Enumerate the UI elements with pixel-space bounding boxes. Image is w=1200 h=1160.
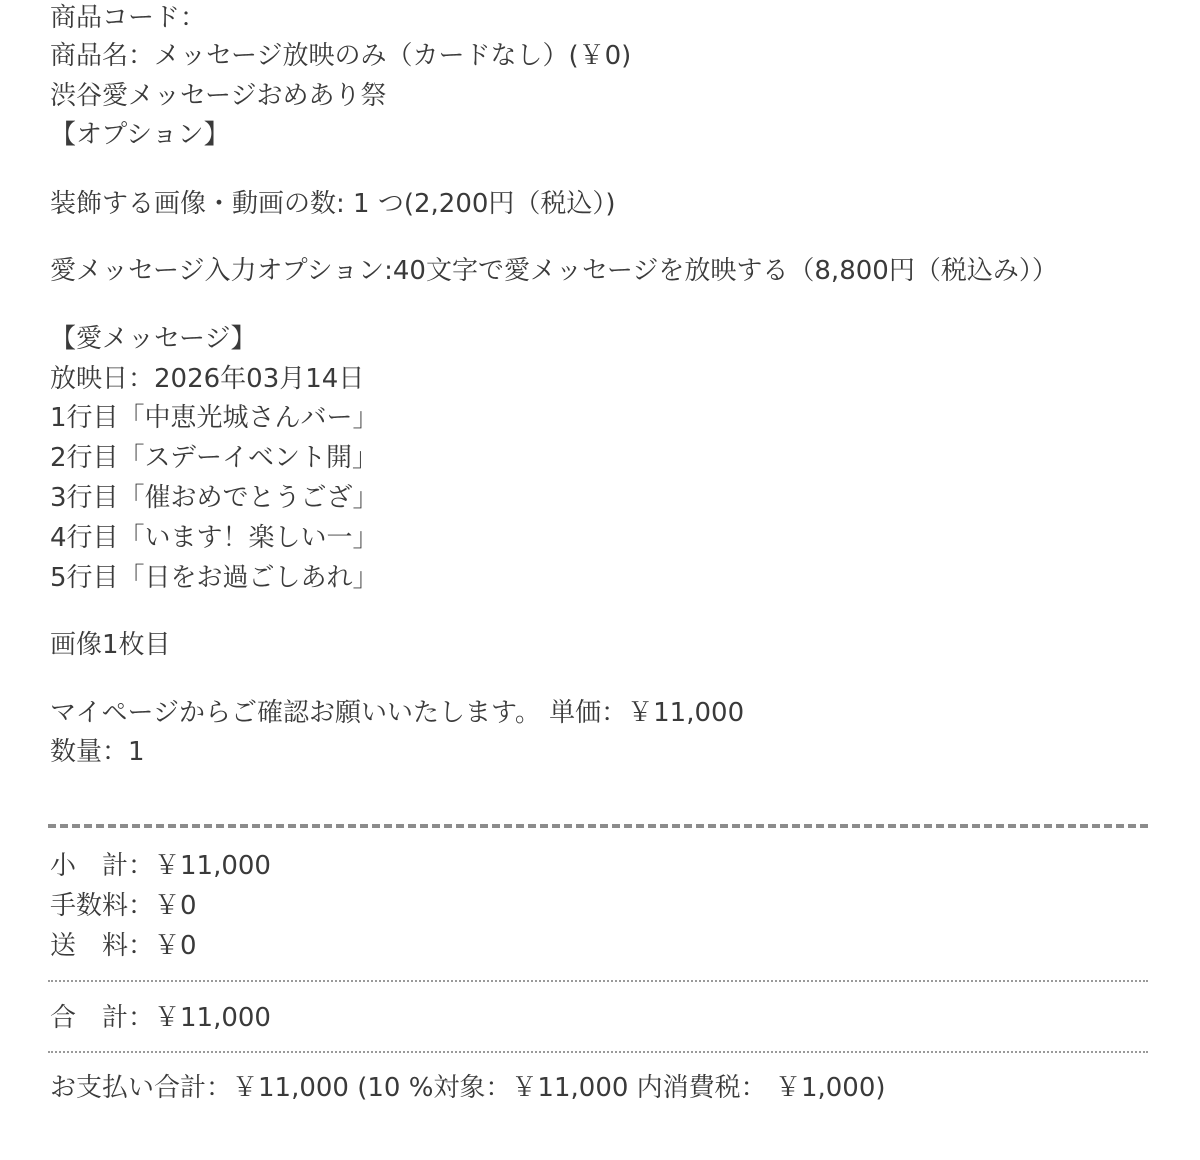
payment-total: お支払い合計：￥11,000 (10 %対象：￥11,000 内消費税： ￥1,000) (50, 1073, 886, 1103)
fee: 手数料：￥0 (50, 891, 197, 921)
option-decorate-count: 装飾する画像・動画の数: 1 つ(2,200円（税込）) (50, 189, 616, 219)
dashed-divider (48, 824, 1148, 828)
quantity: 数量：1 (50, 737, 145, 767)
product-name-line: 商品名：メッセージ放映のみ（カードなし）(￥0) (50, 41, 632, 71)
subtotal: 小 計：￥11,000 (50, 851, 271, 881)
option-message-input: 愛メッセージ入力オプション:40文字で愛メッセージを放映する（8,800円（税込み）） (50, 256, 1058, 286)
screening-date: 放映日：2026年03月14日 (50, 364, 365, 394)
product-code-line: 商品コード： (50, 3, 207, 33)
confirm-unit-price: マイページからご確認お願いいたします。 単価：￥11,000 (50, 698, 745, 728)
message-line-3: 3行目「催おめでとうござ」 (50, 483, 379, 513)
total: 合 計：￥11,000 (50, 1003, 271, 1033)
image-label: 画像1枚目 (50, 630, 171, 660)
dotted-divider (48, 1051, 1148, 1053)
message-line-5: 5行目「日をお過ごしあれ」 (50, 563, 379, 593)
options-header: 【オプション】 (50, 120, 230, 150)
dotted-divider (48, 980, 1148, 982)
message-line-4: 4行目「います！楽しい一」 (50, 523, 379, 553)
event-name: 渋谷愛メッセージおめあり祭 (50, 81, 387, 111)
message-line-1: 1行目「中恵光城さんバー」 (50, 403, 379, 433)
message-line-2: 2行目「スデーイベント開」 (50, 443, 379, 473)
message-header: 【愛メッセージ】 (50, 324, 257, 354)
shipping: 送 料：￥0 (50, 931, 197, 961)
